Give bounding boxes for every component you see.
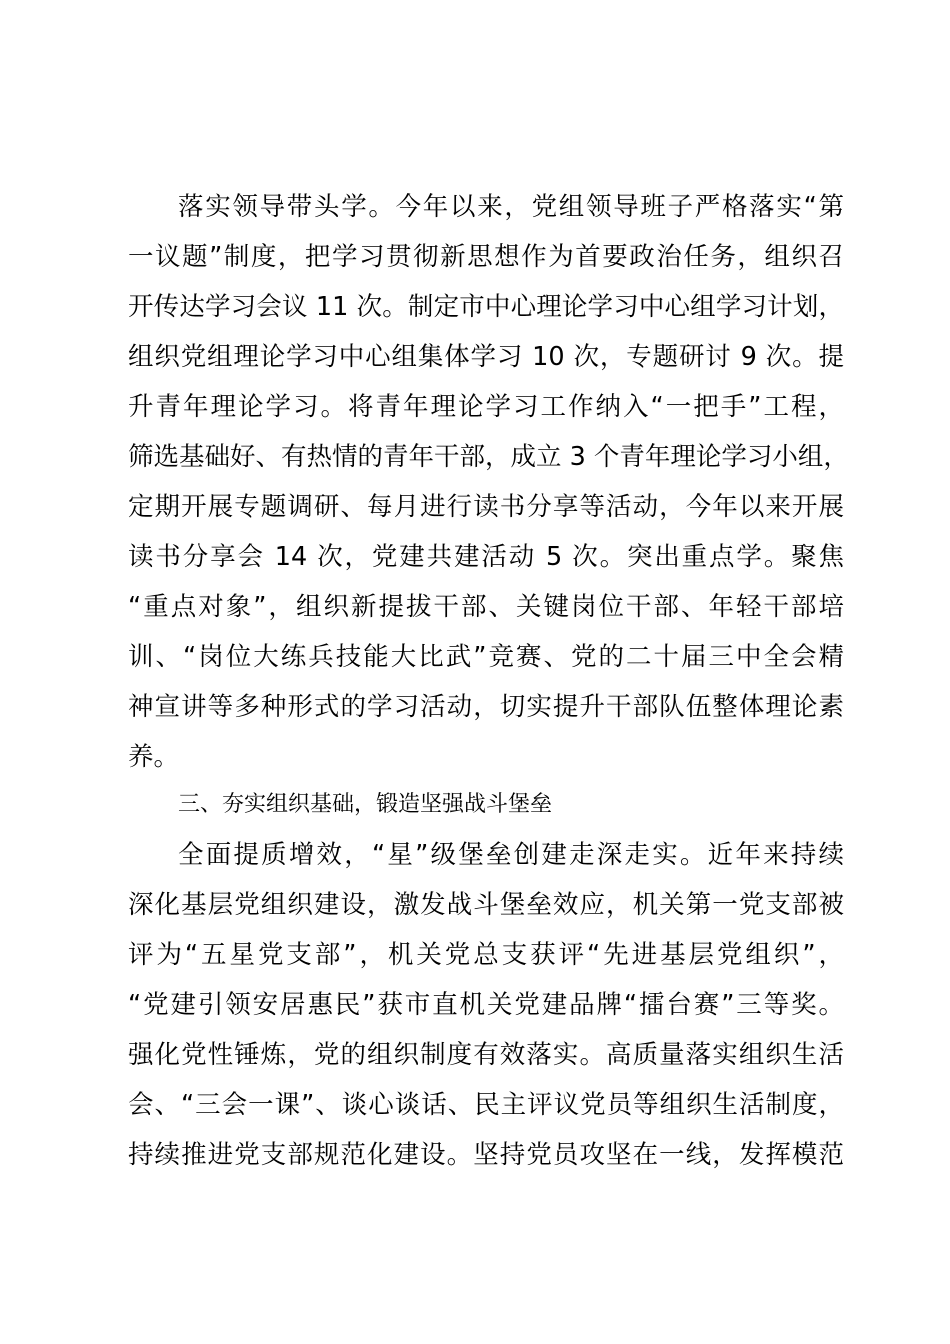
paragraph-1-line-5: 升青年理论学习。将青年理论学习工作纳入“一把手”工程，	[128, 392, 844, 422]
paragraph-2-line-3: 评为“五星党支部”，机关党总支获评“先进基层党组织”，	[128, 940, 844, 970]
paragraph-2-line-6: 会、“三会一课”、谈心谈话、民主评议党员等组织生活制度，	[128, 1090, 844, 1120]
paragraph-1-line-1: 落实领导带头学。今年以来，党组领导班子严格落实“第	[178, 192, 844, 222]
paragraph-2-line-7: 持续推进党支部规范化建设。坚持党员攻坚在一线，发挥模范	[128, 1140, 844, 1170]
paragraph-2-line-1: 全面提质增效，“星”级堡垒创建走深走实。近年来持续	[178, 840, 844, 870]
paragraph-1-line-11: 神宣讲等多种形式的学习活动，切实提升干部队伍整体理论素	[128, 692, 844, 722]
paragraph-1-line-10: 训、“岗位大练兵技能大比武”竞赛、党的二十届三中全会精	[128, 642, 844, 672]
paragraph-1-line-12: 养。	[128, 742, 180, 772]
paragraph-1-line-7: 定期开展专题调研、每月进行读书分享等活动，今年以来开展	[128, 492, 844, 522]
paragraph-1-line-6: 筛选基础好、有热情的青年干部，成立 3 个青年理论学习小组，	[128, 442, 849, 472]
paragraph-2-line-4: “党建引领安居惠民”获市直机关党建品牌“擂台赛”三等奖。	[128, 990, 844, 1020]
paragraph-1-line-3: 开传达学习会议 11 次。制定市中心理论学习中心组学习计划，	[128, 292, 844, 322]
paragraph-1-line-2: 一议题”制度，把学习贯彻新思想作为首要政治任务，组织召	[128, 242, 844, 272]
paragraph-1-line-8: 读书分享会 14 次，党建共建活动 5 次。突出重点学。聚焦	[128, 542, 844, 572]
paragraph-1-line-9: “重点对象”，组织新提拔干部、关键岗位干部、年轻干部培	[128, 592, 844, 622]
section-heading: 三、夯实组织基础，锻造坚强战斗堡垒	[178, 792, 553, 817]
paragraph-2-line-2: 深化基层党组织建设，激发战斗堡垒效应，机关第一党支部被	[128, 890, 844, 920]
paragraph-2-line-5: 强化党性锤炼，党的组织制度有效落实。高质量落实组织生活	[128, 1040, 844, 1070]
paragraph-1-line-4: 组织党组理论学习中心组集体学习 10 次，专题研讨 9 次。提	[128, 342, 844, 372]
